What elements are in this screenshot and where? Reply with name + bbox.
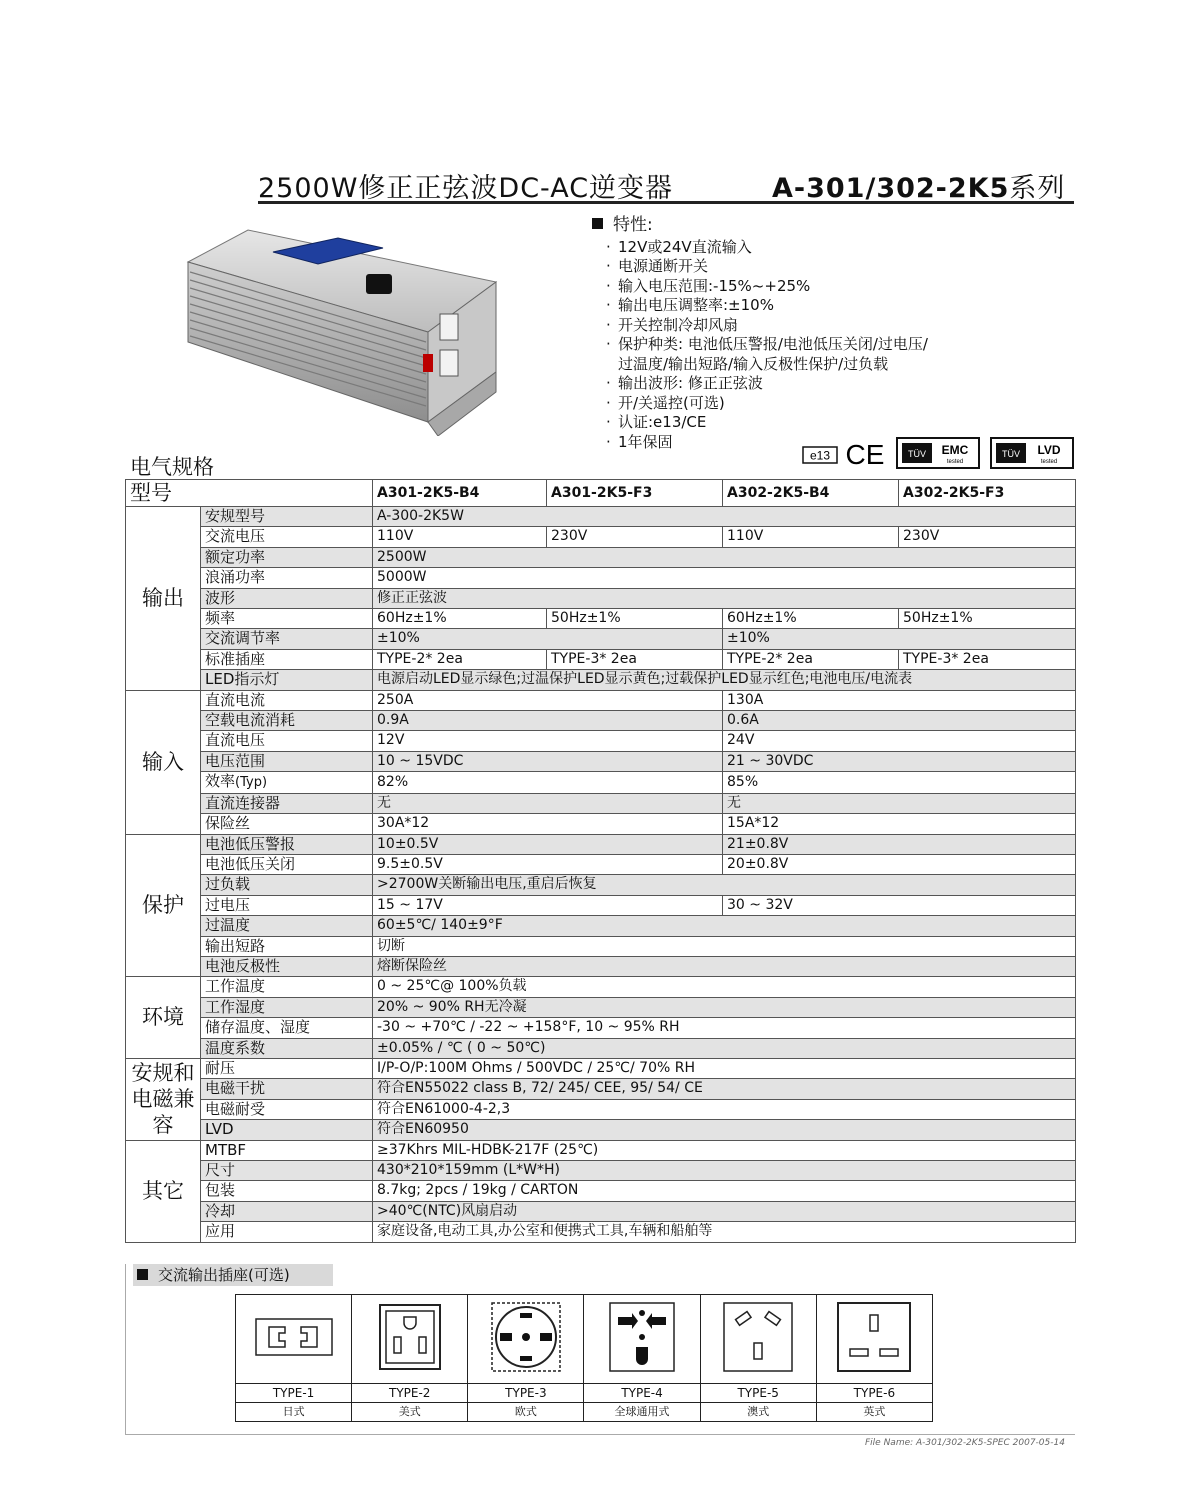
spec-label: 直流电压 [201,731,373,751]
spec-label: 保险丝 [201,814,373,834]
spec-label: 额定功率 [201,547,373,567]
spec-value: ±0.05% / ℃ ( 0 ~ 50℃) [373,1038,1076,1058]
socket-type-name: TYPE-5 [700,1384,816,1403]
group-protection: 保护 [126,834,201,977]
spec-label: 交流电压 [201,527,373,547]
svg-text:EMC: EMC [941,443,969,457]
spec-label: 安规型号 [201,507,373,527]
spec-row [126,629,1076,649]
model-col: A301-2K5-B4 [373,480,547,507]
spec-row [126,1018,1076,1038]
group-safety-emc: 安规和电磁兼容 [126,1058,201,1140]
spec-value: 50Hz±1% [547,609,723,629]
spec-label: 波形 [201,588,373,608]
spec-header-row [126,480,1076,507]
spec-row [126,1222,1076,1242]
model-col: A301-2K5-F3 [547,480,723,507]
socket-type2-icon [360,1297,460,1377]
spec-row [126,568,1076,588]
title-rule [258,201,1074,204]
socket-type-desc: 美式 [352,1403,468,1422]
ce-mark-icon [844,440,886,468]
spec-row [126,875,1076,895]
spec-label: MTBF [201,1140,373,1160]
spec-label: 过温度 [201,916,373,936]
socket-type-desc: 欧式 [468,1403,584,1422]
spec-value: 熔断保险丝 [373,956,1076,976]
spec-value: >40℃(NTC)风扇启动 [373,1201,1076,1221]
feature-item: · 认证:e13/CE [606,413,707,431]
spec-row [126,1058,1076,1078]
socket-type2-cell [352,1295,468,1384]
socket-type-name: TYPE-1 [236,1384,352,1403]
socket-type3-icon [476,1297,576,1377]
spec-row [126,793,1076,813]
spec-row [126,609,1076,629]
spec-row [126,1079,1076,1099]
spec-label: 耐压 [201,1058,373,1078]
section-title-electrical-spec: 电气规格 [130,455,214,479]
inverter-product-image [178,222,504,436]
spec-row [126,814,1076,834]
spec-row [126,649,1076,669]
spec-value: 30 ~ 32V [723,895,1076,915]
model-label: 型号 [126,480,373,507]
spec-row [126,1099,1076,1119]
spec-row [126,547,1076,567]
feature-item-continued: 过温度/输出短路/输入反极性保护/过负载 [618,354,889,373]
socket-type4-cell [584,1295,700,1384]
feature-item: · 开/关遥控(可选) [606,393,725,412]
socket-type-desc: 澳式 [700,1403,816,1422]
feature-item: · 输出电压调整率:±10% [606,296,774,314]
certification-logos [802,437,1074,469]
file-name-footer: File Name: A-301/302-2K5-SPEC 2007-05-14 [865,1438,1065,1448]
spec-row [126,527,1076,547]
socket-type4-icon [592,1297,692,1377]
spec-value: 30A*12 [373,814,723,834]
spec-value: 60Hz±1% [373,609,547,629]
spec-label: 应用 [201,1222,373,1242]
spec-row [126,997,1076,1017]
spec-row [126,854,1076,874]
spec-value: TYPE-2* 2ea [723,649,899,669]
page-title: 2500W修正正弦波DC-AC逆变器 [258,173,674,204]
spec-value: 10±0.5V [373,834,723,854]
spec-value: I/P-O/P:100M Ohms / 500VDC / 25℃/ 70% RH [373,1058,1076,1078]
spec-label: 过负载 [201,875,373,895]
sockets-heading: 交流输出插座(可选) [133,1264,333,1286]
features-heading: 特性: [592,216,1072,236]
spec-value: 130A [723,690,1076,710]
spec-row [126,956,1076,976]
socket-type-name: TYPE-6 [816,1384,932,1403]
spec-row [126,834,1076,854]
spec-label: 效率(Typ) [201,772,373,793]
spec-label: 尺寸 [201,1161,373,1181]
socket-type-name: TYPE-3 [468,1384,584,1403]
spec-value: 8.7kg; 2pcs / 19kg / CARTON [373,1181,1076,1201]
spec-value: ≥37Khrs MIL-HDBK-217F (25℃) [373,1140,1076,1160]
spec-value: 20% ~ 90% RH无冷凝 [373,997,1076,1017]
spec-value: 5000W [373,568,1076,588]
spec-label: 包装 [201,1181,373,1201]
spec-label: 直流电流 [201,690,373,710]
spec-value: 85% [723,772,1076,793]
socket-type5-icon [708,1297,808,1377]
spec-value: 60±5℃/ 140±9°F [373,916,1076,936]
spec-value: 2500W [373,547,1076,567]
spec-value: ±10% [373,629,723,649]
spec-value: TYPE-2* 2ea [373,649,547,669]
spec-value: 修正正弦波 [373,588,1076,608]
spec-value: 21±0.8V [723,834,1076,854]
spec-value: 9.5±0.5V [373,854,723,874]
spec-label: 标准插座 [201,649,373,669]
series-model-number: A-301/302-2K5 [772,173,1010,204]
frame-line [125,1434,1075,1435]
spec-value: 符合EN61000-4-2,3 [373,1099,1076,1119]
spec-value: 12V [373,731,723,751]
socket-type-desc: 日式 [236,1403,352,1422]
model-col: A302-2K5-B4 [723,480,899,507]
socket-type1-cell [236,1295,352,1384]
spec-value: 20±0.8V [723,854,1076,874]
spec-label: 浪涌功率 [201,568,373,588]
spec-label: 温度系数 [201,1038,373,1058]
feature-item: · 12V或24V直流输入 [606,237,752,256]
spec-row [126,772,1076,793]
spec-row [126,751,1076,771]
model-col: A302-2K5-F3 [899,480,1076,507]
svg-text:e13: e13 [809,448,831,463]
spec-value: 0 ~ 25℃@ 100%负载 [373,977,1076,997]
spec-value: 电源启动LED显示绿色;过温保护LED显示黄色;过载保护LED显示红色;电池电压/电流表 [373,670,1076,690]
spec-row [126,936,1076,956]
spec-value: 无 [373,793,723,813]
group-others: 其它 [126,1140,201,1242]
group-environment: 环境 [126,977,201,1059]
svg-text:tested: tested [1040,459,1058,465]
square-bullet-icon [137,1269,148,1280]
spec-value: 250A [373,690,723,710]
spec-value: 0.9A [373,711,723,731]
spec-value: ±10% [723,629,1076,649]
spec-value: >2700W关断输出电压,重启后恢复 [373,875,1076,895]
spec-table-container [125,479,1075,1243]
socket-type-desc: 全球通用式 [584,1403,700,1422]
square-bullet-icon [592,218,603,229]
spec-label: 电磁干扰 [201,1079,373,1099]
series-model [772,166,1065,205]
spec-value: 符合EN55022 class B, 72/ 245/ CEE, 95/ 54/ CE [373,1079,1076,1099]
spec-label: 储存温度、湿度 [201,1018,373,1038]
spec-row [126,670,1076,690]
spec-row [126,916,1076,936]
spec-label: 电池反极性 [201,956,373,976]
spec-value: 0.6A [723,711,1076,731]
spec-value: A-300-2K5W [373,507,1076,527]
spec-label: 工作温度 [201,977,373,997]
spec-label: 电压范围 [201,751,373,771]
svg-text:TÜV: TÜV [1002,449,1020,459]
spec-value: 110V [373,527,547,547]
series-suffix: 系列 [1009,173,1066,204]
spec-value: 230V [899,527,1076,547]
feature-item: · 输出波形: 修正正弦波 [606,374,763,392]
spec-label: 电池低压警报 [201,834,373,854]
socket-type-name: TYPE-2 [352,1384,468,1403]
feature-item: · 电源通断开关 [606,257,709,275]
spec-table [125,479,1076,1243]
spec-label: 电池低压关闭 [201,854,373,874]
spec-value: 230V [547,527,723,547]
spec-value: 切断 [373,936,1076,956]
spec-row [126,1038,1076,1058]
features-list [592,216,1072,452]
spec-value: 家庭设备,电动工具,办公室和便携式工具,车辆和船舶等 [373,1222,1076,1242]
spec-label: 冷却 [201,1201,373,1221]
spec-label: 直流连接器 [201,793,373,813]
spec-row [126,1201,1076,1221]
spec-row [126,1140,1076,1160]
spec-row [126,1181,1076,1201]
socket-types-table-container [235,1294,933,1422]
spec-row [126,690,1076,710]
spec-row [126,1161,1076,1181]
spec-value: 10 ~ 15VDC [373,751,723,771]
socket-types-table [235,1294,933,1422]
spec-value: 60Hz±1% [723,609,899,629]
spec-value: 无 [723,793,1076,813]
spec-value: TYPE-3* 2ea [899,649,1076,669]
spec-value: 15 ~ 17V [373,895,723,915]
spec-row [126,507,1076,527]
spec-value: -30 ~ +70℃ / -22 ~ +158°F, 10 ~ 95% RH [373,1018,1076,1038]
frame-line [125,1264,126,1434]
svg-text:tested: tested [946,459,964,465]
spec-value: 21 ~ 30VDC [723,751,1076,771]
spec-label: LED指示灯 [201,670,373,690]
tuv-lvd-tested-icon [990,437,1074,469]
spec-value: TYPE-3* 2ea [547,649,723,669]
socket-type-name: TYPE-4 [584,1384,700,1403]
socket-type6-icon [824,1297,924,1377]
socket-type-desc: 英式 [816,1403,932,1422]
feature-item: · 1年保固 [606,432,673,451]
spec-label: 工作湿度 [201,997,373,1017]
spec-value: 24V [723,731,1076,751]
socket-type3-cell [468,1295,584,1384]
spec-row [126,977,1076,997]
svg-text:CE: CE [845,440,885,468]
spec-label: 空载电流消耗 [201,711,373,731]
spec-value: 50Hz±1% [899,609,1076,629]
feature-item: · 开关控制冷却风扇 [606,315,739,334]
tuv-emc-tested-icon [896,437,980,469]
spec-label: LVD [201,1120,373,1140]
spec-value: 15A*12 [723,814,1076,834]
group-input: 输入 [126,690,201,834]
feature-item: · 输入电压范围:-15%~+25% [606,276,811,295]
spec-row [126,731,1076,751]
svg-text:TÜV: TÜV [908,449,926,459]
spec-label: 过电压 [201,895,373,915]
spec-label: 输出短路 [201,936,373,956]
spec-value: 符合EN60950 [373,1120,1076,1140]
group-output: 输出 [126,507,201,691]
spec-value: 110V [723,527,899,547]
spec-label: 交流调节率 [201,629,373,649]
socket-type6-cell [816,1295,932,1384]
svg-text:LVD: LVD [1037,443,1061,457]
spec-row [126,1120,1076,1140]
spec-row [126,711,1076,731]
spec-value: 430*210*159mm (L*W*H) [373,1161,1076,1181]
spec-label: 电磁耐受 [201,1099,373,1119]
spec-row [126,588,1076,608]
feature-item: · 保护种类: 电池低压警报/电池低压关闭/过电压/ [606,335,928,353]
spec-label: 频率 [201,609,373,629]
spec-value: 82% [373,772,723,793]
socket-type1-icon [244,1297,344,1377]
e13-mark-icon [802,446,838,464]
socket-type5-cell [700,1295,816,1384]
spec-row [126,895,1076,915]
